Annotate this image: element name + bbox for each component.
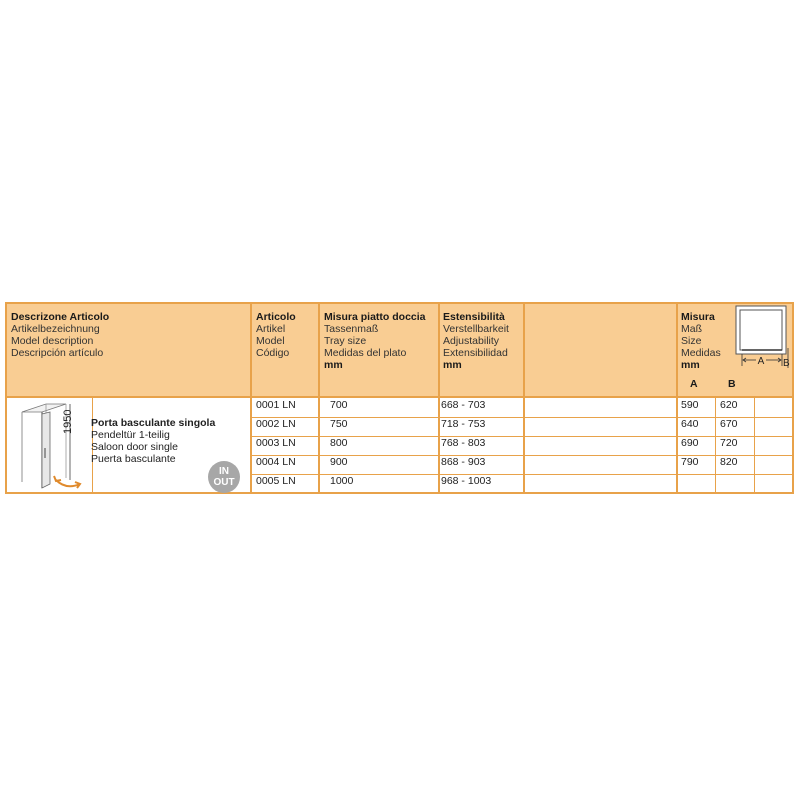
col-divider [676,304,678,492]
row-tray: 700 [330,399,348,411]
row-b: 620 [720,399,738,411]
col-divider [318,304,320,492]
product-description: Porta basculante singola Pendeltür 1-teilig Saloon door single Puerta basculante [91,417,216,465]
col-divider [250,304,252,492]
height-label: 1950 [62,409,74,434]
svg-text:A: A [757,356,765,367]
row-b: 720 [720,437,738,449]
header-col-b: B [728,378,736,390]
row-b: 670 [720,418,738,430]
col-divider [523,304,525,492]
header-col-a: A [690,378,698,390]
row-code: 0001 LN [256,399,296,411]
header-tray-size: Misura piatto doccia Tassenmaß Tray size Medidas del plato mm [324,311,426,371]
row-code: 0002 LN [256,418,296,430]
row-code: 0004 LN [256,456,296,468]
header-size: Misura Maß Size Medidas mm [681,311,721,371]
row-a: 640 [681,418,699,430]
col-divider [715,398,716,492]
col-divider [438,304,440,492]
row-b: 820 [720,456,738,468]
row-tray: 800 [330,437,348,449]
row-code: 0005 LN [256,475,296,487]
svg-text:B: B [783,358,790,369]
in-out-badge: IN OUT [208,461,240,493]
row-tray: 750 [330,418,348,430]
row-adjust: 768 - 803 [441,437,486,449]
row-tray: 900 [330,456,348,468]
row-code: 0003 LN [256,437,296,449]
row-adjust: 668 - 703 [441,399,486,411]
row-a: 690 [681,437,699,449]
row-adjust: 868 - 903 [441,456,486,468]
saloon-door-illustration-icon [18,398,84,492]
header-article: Articolo Artikel Model Código [256,311,296,359]
row-a: 590 [681,399,699,411]
row-a: 790 [681,456,699,468]
header-adjustability: Estensibilità Verstellbarkeit Adjustability Extensibilidad mm [443,311,509,371]
row-adjust: 968 - 1003 [441,475,492,487]
size-diagram-icon [734,304,790,372]
header-separator [7,396,792,398]
row-adjust: 718 - 753 [441,418,486,430]
row-tray: 1000 [330,475,354,487]
header-description: Descrizone Articolo Artikelbezeichnung Model description Descripción artículo [11,311,110,359]
col-divider [754,398,755,492]
